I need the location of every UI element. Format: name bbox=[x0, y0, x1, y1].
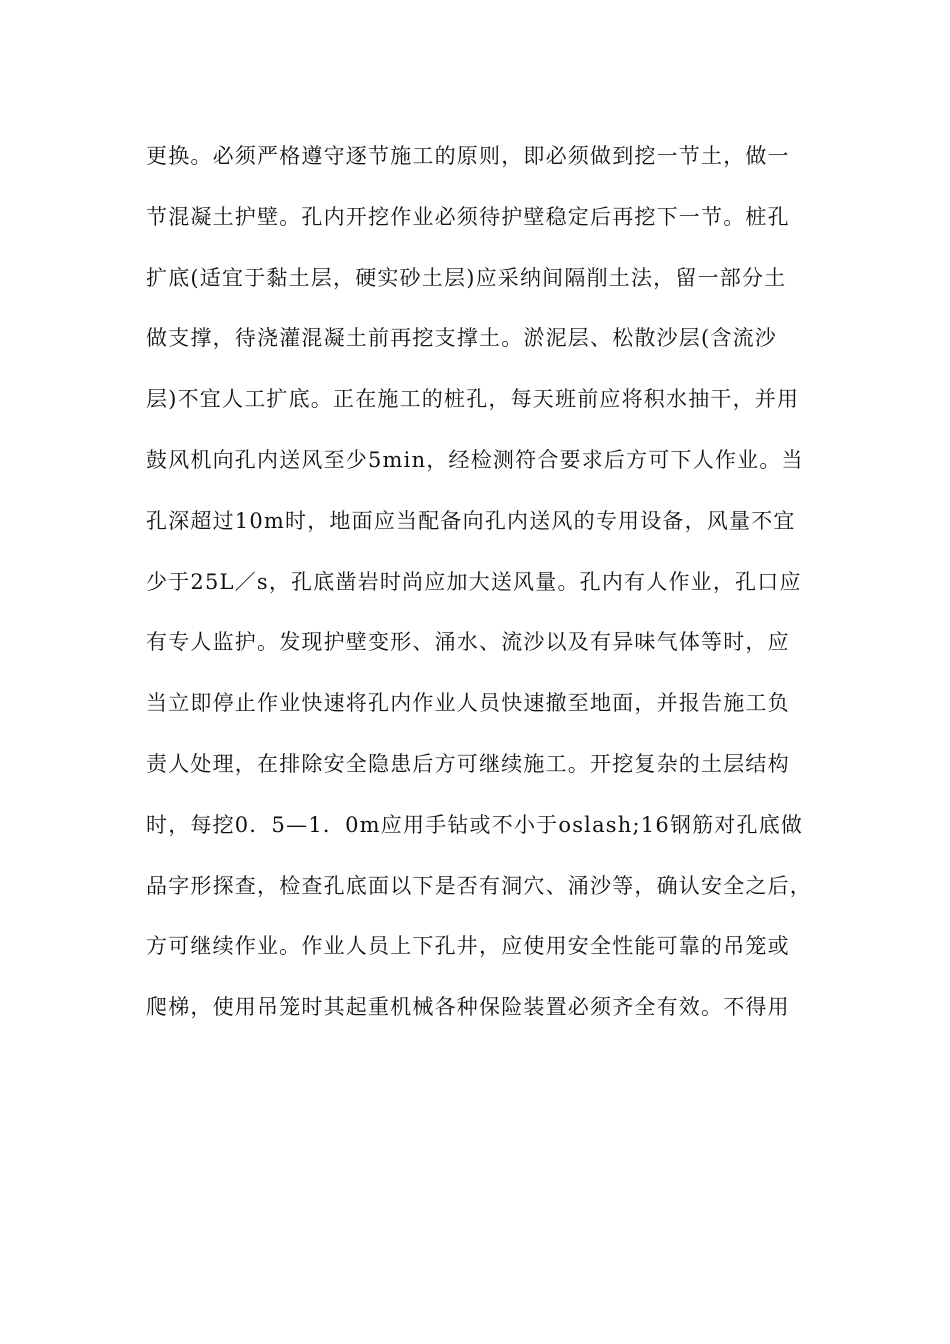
text-line: 有专人监护。发现护壁变形、涌水、流沙以及有异味气体等时，应 bbox=[146, 630, 790, 655]
text-line: 做支撑，待浇灌混凝土前再挖支撑土。淤泥层、松散沙层(含流沙 bbox=[146, 326, 777, 351]
text-line: 鼓风机向孔内送风至少5min，经检测符合要求后方可下人作业。当 bbox=[146, 447, 804, 472]
text-line: 扩底(适宜于黏土层，硬实砂土层)应采纳间隔削土法，留一部分土 bbox=[146, 265, 787, 290]
text-line: 更换。必须严格遵守逐节施工的原则，即必须做到挖一节土，做一 bbox=[146, 144, 790, 168]
text-line: 当立即停止作业快速将孔内作业人员快速撤至地面，并报告施工负 bbox=[146, 691, 790, 716]
text-line: 层)不宜人工扩底。正在施工的桩孔，每天班前应将积水抽干，并用 bbox=[146, 387, 800, 412]
text-line: 孔深超过10m时，地面应当配备向孔内送风的专用设备，风量不宜 bbox=[146, 508, 796, 533]
text-line: 爬梯，使用吊笼时其起重机械各种保险装置必须齐全有效。不得用 bbox=[146, 995, 790, 1020]
text-line: 品字形探查，检查孔底面以下是否有洞穴、涌沙等，确认安全之后， bbox=[146, 873, 812, 898]
body-text bbox=[146, 126, 826, 1038]
text-line: 责人处理，在排除安全隐患后方可继续施工。开挖复杂的土层结构 bbox=[146, 751, 790, 776]
text-line: 方可继续作业。作业人员上下孔井，应使用安全性能可靠的吊笼或 bbox=[146, 934, 790, 959]
text-line: 少于25L／s，孔底凿岩时尚应加大送风量。孔内有人作业，孔口应 bbox=[146, 569, 802, 594]
text-line: 节混凝土护壁。孔内开挖作业必须待护壁稳定后再挖下一节。桩孔 bbox=[146, 204, 790, 229]
text-line: 时，每挖0．5—1．0m应用手钻或不小于oslash;16钢筋对孔底做 bbox=[146, 812, 804, 837]
